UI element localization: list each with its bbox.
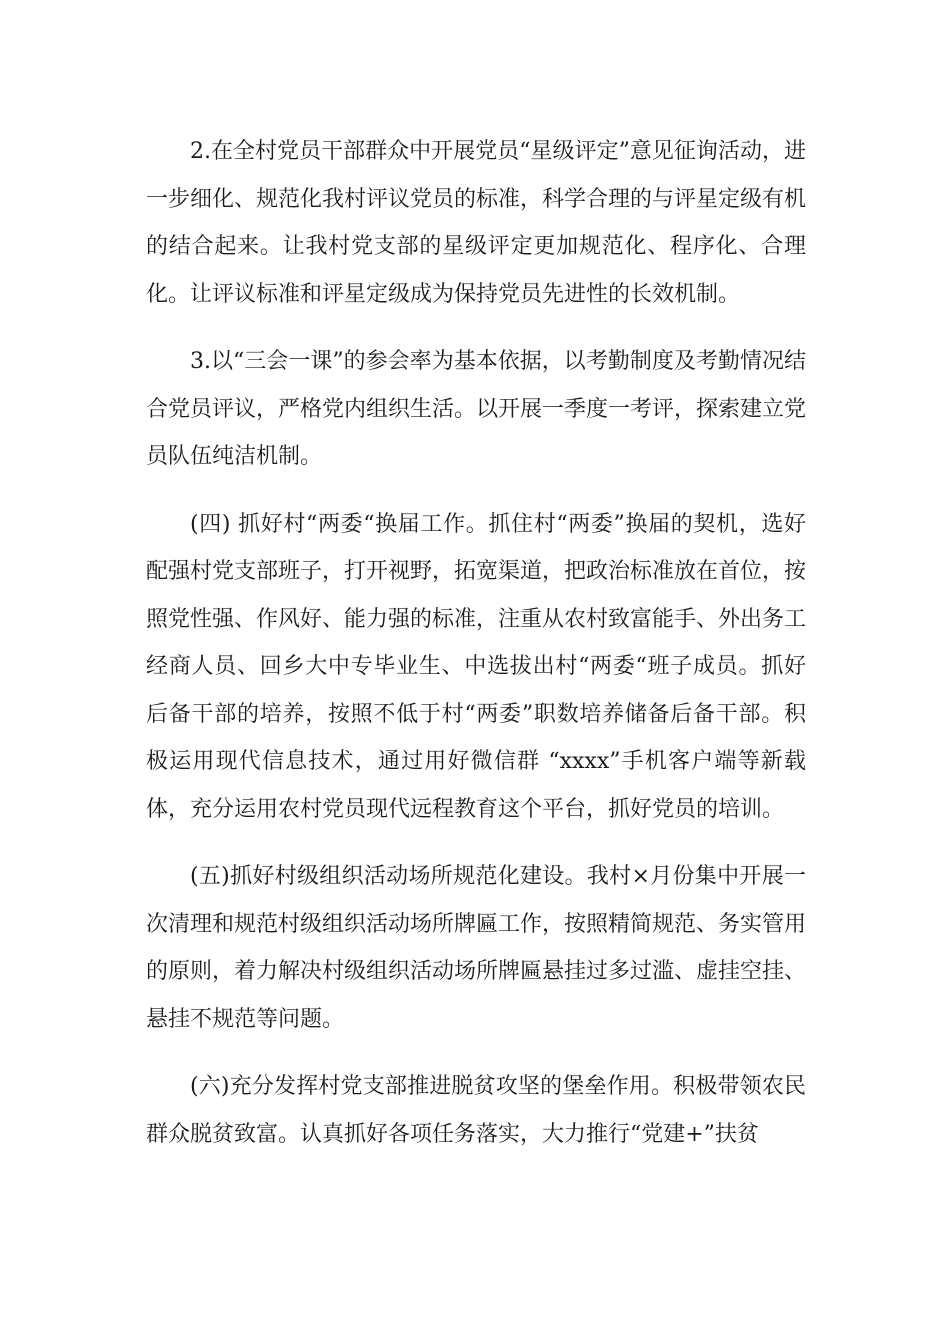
paragraph-section-five: (五)抓好村级组织活动场所规范化建设。我村×月份集中开展一次清理和规范村级组织活动场所牌匾工作，按照精简规范、务实管用的原则，着力解决村级组织活动场所牌匾悬挂过多过滥、虚挂空挂、悬挂不规范等问题。 [146, 864, 807, 1032]
paragraph-star-rating: 2.在全村党员干部群众中开展党员“星级评定”意见征询活动，进一步细化、规范化我村评议党员的标准，科学合理的与评星定级有机的结合起来。让我村党支部的星级评定更加规范化、程序化、合理化。让评议标准和评星定级成为保持党员先进性的长效机制。 [146, 139, 807, 307]
paragraph-section-six: (六)充分发挥村党支部推进脱贫攻坚的堡垒作用。积极带领农民群众脱贫致富。认真抓好各项任务落实，大力推行“党建+”扶贫 [146, 1074, 806, 1147]
document-body [146, 128, 806, 1178]
paragraph-section-four: (四) 抓好村“两委“换届工作。抓住村“两委”换届的契机，选好配强村党支部班子，打开视野，拓宽渠道，把政治标准放在首位，按照党性强、作风好、能力强的标准，注重从农村致富能手、外出务工经商人员、回乡大中专毕业生、中选拔出村“两委“班子成员。抓好后备干部的培养，按照不低于村“两委”职数培养储备后备干部。积极运用现代信息技术，通过用好微信群 “xxxx”手机客户端等新载体，充分运用农村党员现代远程教育这个平台，抓好党员的培训。 [146, 511, 807, 822]
paragraph-three-meetings: 3.以“三会一课”的参会率为基本依据，以考勤制度及考勤情况结合党员评议，严格党内组织生活。以开展一季度一考评，探索建立党员队伍纯洁机制。 [146, 349, 807, 469]
